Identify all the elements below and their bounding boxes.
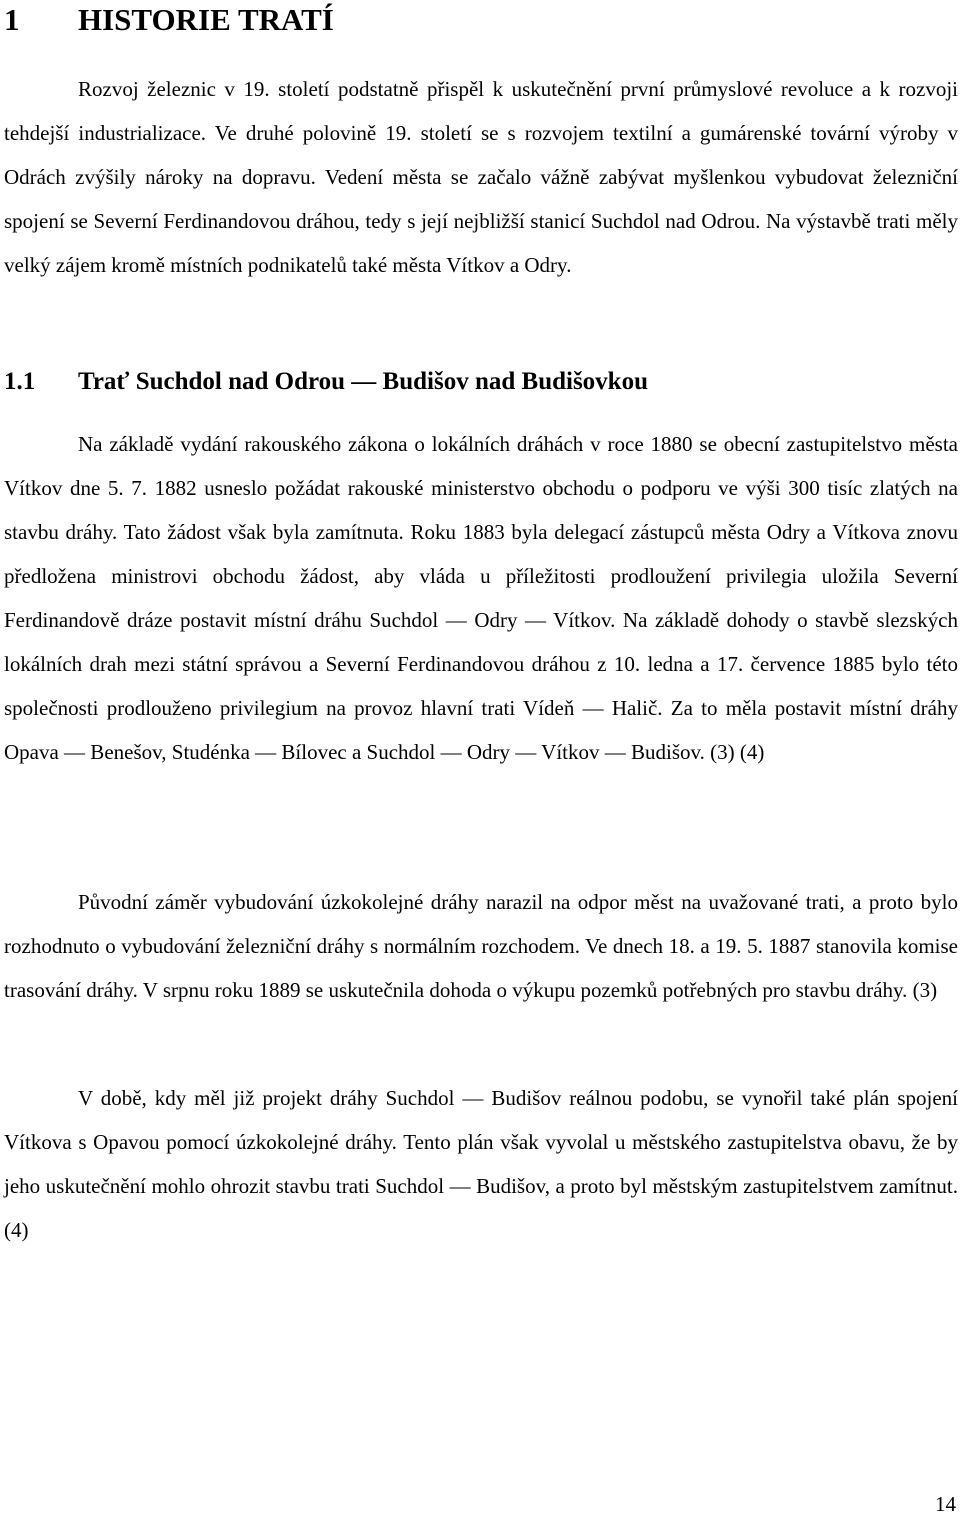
- chapter-heading: [4, 2, 334, 38]
- section-number: 1.1: [4, 368, 36, 395]
- intro-paragraph: Rozvoj železnic v 19. století podstatně přispěl k uskutečnění první průmyslové revoluce a k rozvoji tehdejší industrializace. Ve druhé polovině 19. století se s rozvojem textilní a gumárenské tovární výroby v Odrách zvýšily nároky na dopravu. Vedení města se začalo vážně zabývat myšlenkou vybudovat železniční spojení se Severní Ferdinandovou dráhou, tedy s její nejbližší stanicí Suchdol nad Odrou. Na výstavbě trati měly velký zájem kromě místních podnikatelů také města Vítkov a Odry.: [4, 77, 958, 277]
- page-number: 14: [935, 1492, 956, 1516]
- section-paragraph-2: Původní záměr vybudování úzkokolejné dráhy narazil na odpor měst na uvažované trati, a proto bylo rozhodnuto o vybudování železniční dráhy s normálním rozchodem. Ve dnech 18. a 19. 5. 1887 stanovila komise trasování dráhy. V srpnu roku 1889 se uskutečnila dohoda o výkupu pozemků potřebných pro stavbu dráhy. (3): [4, 890, 958, 1002]
- section-paragraph-3: V době, kdy měl již projekt dráhy Suchdol — Budišov reálnou podobu, se vynořil také plán spojení Vítkova s Opavou pomocí úzkokolejné dráhy. Tento plán však vyvolal u městského zastupitelstva obavu, že by jeho uskutečnění mohlo ohrozit stavbu trati Suchdol — Budišov, a proto byl městským zastupitelstvem zamítnut. (4): [4, 1086, 958, 1242]
- section-title: Trať Suchdol nad Odrou — Budišov nad Budišovkou: [78, 368, 648, 395]
- chapter-title: HISTORIE TRATÍ: [78, 2, 334, 37]
- section-paragraph-1: Na základě vydání rakouského zákona o lokálních dráhách v roce 1880 se obecní zastupitelstvo města Vítkov dne 5. 7. 1882 usneslo požádat rakouské ministerstvo obchodu o podporu ve výši 300 tisíc zlatých na stavbu dráhy. Tato žádost však byla zamítnuta. Roku 1883 byla delegací zástupců města Odry a Vítkova znovu předložena ministrovi obchodu žádost, aby vláda u příležitosti prodloužení privilegia uložila Severní Ferdinandově dráze postavit místní dráhu Suchdol — Odry — Vítkov. Na základě dohody o stavbě slezských lokálních drah mezi státní správou a Severní Ferdinandovou dráhou z 10. ledna a 17. července 1885 bylo této společnosti prodlouženo privilegium na provoz hlavní trati Vídeň — Halič. Za to měla postavit místní dráhy Opava — Benešov, Studénka — Bílovec a Suchdol — Odry — Vítkov — Budišov. (3) (4): [4, 432, 958, 764]
- section-heading: [4, 368, 648, 396]
- chapter-number: 1: [4, 2, 20, 37]
